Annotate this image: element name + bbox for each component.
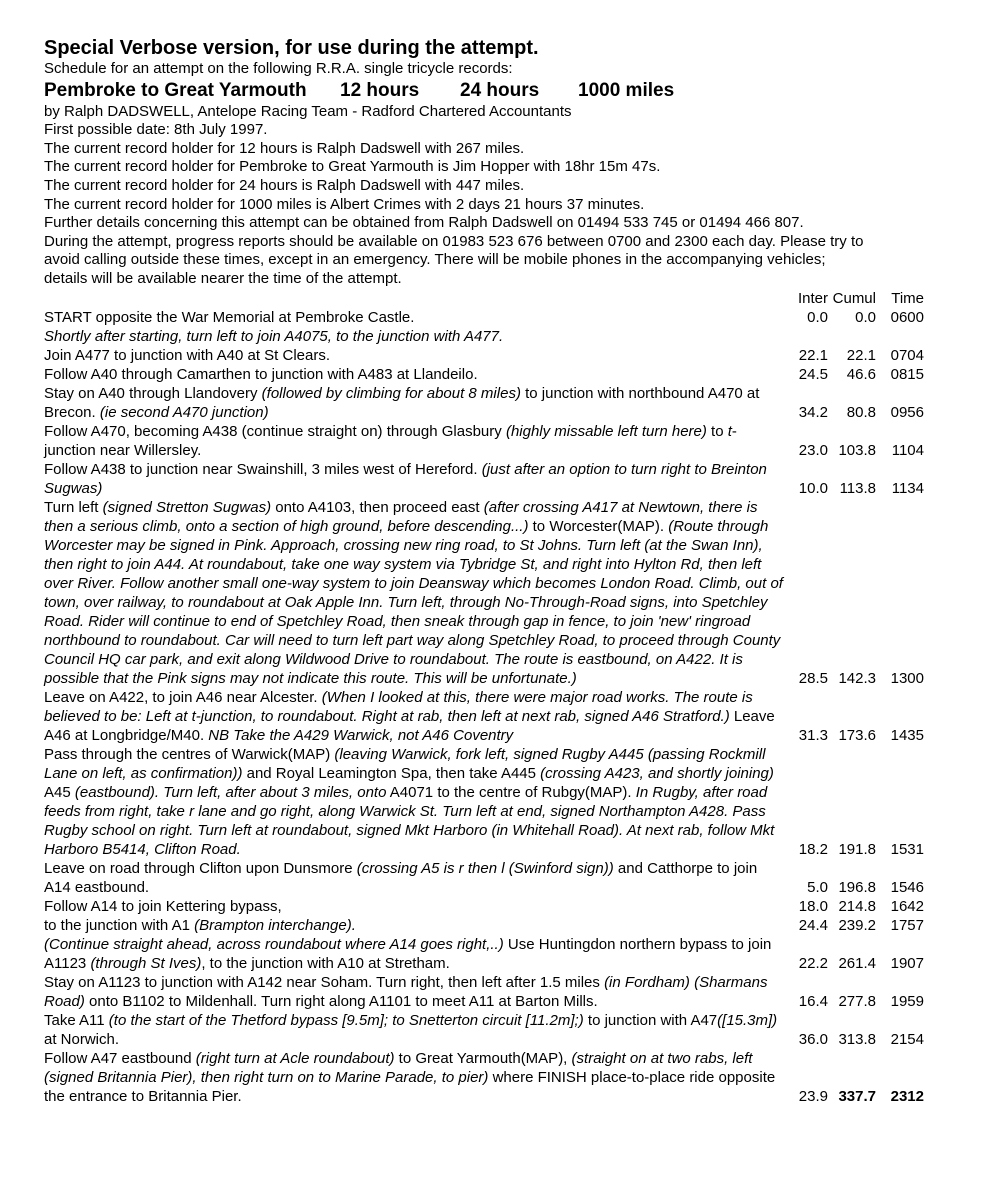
stage-directions [44, 859, 786, 897]
info-line: details will be available nearer the time of the attempt. [44, 269, 402, 287]
stage-text: to junction with A47 [583, 1011, 718, 1029]
stage-directions [44, 422, 786, 460]
route-stage-row [44, 859, 964, 897]
stage-time: 1435 [890, 726, 924, 744]
info-line: First possible date: 8th July 1997. [44, 121, 268, 139]
stage-inter-miles: 10.0 [798, 479, 828, 497]
stage-directions [44, 384, 786, 422]
route-stage-row [44, 916, 964, 935]
stage-text: to junction with northbound A470 at Brecon. [44, 384, 760, 421]
stage-text: Stay on A40 through Llandovery [44, 384, 262, 402]
stage-inter-miles: 28.5 [798, 669, 828, 687]
stage-text: Follow A47 eastbound [44, 1049, 196, 1067]
stage-inter-miles: 18.2 [798, 840, 828, 858]
stage-text: A45 [44, 783, 75, 801]
route-stage-row [44, 1011, 964, 1049]
record-route: Pembroke to Great Yarmouth [44, 79, 307, 101]
intro-line: Schedule for an attempt on the following R.R.A. single tricycle records: [44, 60, 513, 77]
stage-directions [44, 498, 786, 688]
stage-text: , to the junction with A10 at Stretham. [201, 954, 450, 972]
route-stage-row [44, 1049, 964, 1106]
stage-inter-miles: 34.2 [798, 403, 828, 421]
stage-text: START opposite the War Memorial at Pembroke Castle. [44, 308, 415, 326]
stage-note-italic: NB Take the A429 Warwick, not A46 Coventry [208, 726, 514, 744]
route-stage-row [44, 688, 964, 745]
stage-inter-miles: 23.9 [798, 1087, 828, 1105]
stage-text: Stay on A1123 to junction with A142 near Soham. Turn right, then left after 1.5 miles [44, 973, 605, 991]
info-line: The current record holder for 1000 miles is Albert Crimes with 2 days 21 hours 37 minutes. [44, 195, 645, 213]
record-1000mi: 1000 miles [578, 79, 675, 101]
stage-directions [44, 745, 786, 859]
stage-time: 0956 [890, 403, 924, 421]
stage-note-italic: (leaving Warwick, fork left, signed Rugby A445 (passing Rockmill Lane on left, as confirmation)) [44, 745, 766, 782]
info-line: Further details concerning this attempt can be obtained from Ralph Dadswell on 01494 533 745 or 01494 466 807. [44, 214, 804, 232]
info-line: During the attempt, progress reports should be available on 01983 523 676 between 0700 and 2300 each day. Please try to [44, 232, 864, 250]
stage-cumul-miles: 239.2 [838, 916, 876, 934]
column-header-inter: Inter [797, 289, 828, 307]
stage-time: 1546 [890, 878, 924, 896]
stage-note-italic: (just after an option to turn right to Breinton Sugwas) [44, 460, 767, 497]
stage-note-italic: (to the start of the Thetford bypass [9.5m]; to Snetterton circuit [11.2m];) [108, 1011, 584, 1029]
route-stage-row [44, 422, 964, 460]
info-line: The current record holder for 24 hours is Ralph Dadswell with 447 miles. [44, 176, 525, 194]
stage-text: Follow A40 through Camarthen to junction with A483 at Llandeilo. [44, 365, 478, 383]
stage-directions [44, 327, 786, 346]
stage-time: 1300 [890, 669, 924, 687]
stage-directions [44, 973, 786, 1011]
stage-text: Leave A46 at Longbridge/M40. [44, 707, 775, 744]
stage-inter-miles: 5.0 [807, 878, 828, 896]
stage-cumul-miles: 191.8 [838, 840, 876, 858]
stage-text: Use Huntingdon northern bypass to join A1123 [44, 935, 772, 972]
stage-inter-miles: 24.4 [798, 916, 828, 934]
document-title: Special Verbose version, for use during the attempt. [44, 37, 539, 59]
stage-note-italic: (right turn at Acle roundabout) [195, 1049, 395, 1067]
stage-time: 0815 [890, 365, 924, 383]
stage-inter-miles: 22.1 [798, 346, 828, 364]
stage-note-italic: (Continue straight ahead, across roundabout where A14 goes right,..) [44, 935, 504, 953]
stage-text: Follow A438 to junction near Swainshill, 3 miles west of Hereford. [44, 460, 482, 478]
stage-text: at Norwich. [44, 1030, 120, 1048]
stage-cumul-miles: 80.8 [846, 403, 876, 421]
column-header-time: Time [891, 289, 924, 307]
stage-time: 1531 [890, 840, 924, 858]
column-headers [44, 289, 964, 308]
stage-text: and Royal Leamington Spa, then take A445 [242, 764, 541, 782]
stage-note-italic: (after crossing A417 at Newtown, there is then a serious climb, onto a section of high ground, before descending...) [44, 498, 758, 535]
stage-note-italic: (crossing A5 is r then l (Swinford sign)) [356, 859, 614, 877]
stage-note-italic: In Rugby, after road feeds from right, take r lane and go right, along Warwick St. Turn left at end, signed Northampton A428. Pass Rugby school on right. Turn left at roundabout, signed Mkt Harboro (in Whitehall Road). At next rab, follow Mkt Harboro B5414, Clifton Road. [44, 783, 775, 858]
stage-directions [44, 460, 786, 498]
info-line: by Ralph DADSWELL, Antelope Racing Team - Radford Chartered Accountants [44, 102, 572, 120]
stage-text: Follow A470, becoming A438 (continue straight on) through Glasbury [44, 422, 506, 440]
stage-note-italic: (in Fordham) (Sharmans Road) [44, 973, 768, 1010]
stage-text: Join A477 to junction with A40 at St Clears. [44, 346, 331, 364]
stage-note-italic: (ie second A470 junction) [99, 403, 269, 421]
stage-cumul-miles: 0.0 [855, 308, 876, 326]
stage-note-italic: (Route through Worcester may be signed in Pink. Approach, crossing new ring road, to St Johns. Turn left (at the Swan Inn), then right to join A44. At roundabout, take one way system via Tybridge St, and right into Hylton Rd, then left over River. Follow another small one-way system to join Deansway which becomes London Road. Climb, out of town, over railway, to roundabout at Oak Apple Inn. Turn left, through No-Through-Road signs, into Spetchley Road. Rider will continue to end of Spetchley Road, then sneak through gap in fence, to join 'new' ringroad northbound to roundabout. Car will need to turn left part way along Spetchley Road, to proceed through County Council HQ car park, and exit along Wildwood Drive to roundabout. The route is eastbound, on A422. It is possible that the Pink signs may not indicate this route. This will be unfortunate.) [44, 517, 783, 687]
stage-note-italic: (When I looked at this, there were major road works. The route is believed to be: Left at t-junction, to roundabout. Right at rab, then left at next rab, signed A46 Stratford.) [44, 688, 753, 725]
stage-time: 1134 [891, 479, 924, 497]
stage-note-italic: (through St Ives) [90, 954, 202, 972]
stage-cumul-miles: 313.8 [838, 1030, 876, 1048]
stage-directions [44, 897, 786, 916]
stage-inter-miles: 31.3 [798, 726, 828, 744]
stage-text: to [706, 422, 728, 440]
stage-cumul-miles: 337.7 [838, 1087, 876, 1105]
route-stage-row [44, 460, 964, 498]
route-stage-row [44, 327, 964, 346]
stage-directions [44, 365, 786, 384]
stage-note-italic: (eastbound). [74, 783, 160, 801]
route-stage-row [44, 498, 964, 688]
stage-time: 1959 [890, 992, 924, 1010]
stage-time: 1907 [890, 954, 924, 972]
stage-text: where FINISH place-to-place ride opposite the entrance to Britannia Pier. [44, 1068, 776, 1105]
route-stage-row [44, 745, 964, 859]
route-stage-row [44, 973, 964, 1011]
stage-time: 0704 [890, 346, 924, 364]
stage-note-italic: Shortly after starting, turn left to join A4075, to the junction with A477. [44, 327, 504, 345]
stage-inter-miles: 23.0 [798, 441, 828, 459]
stage-inter-miles: 18.0 [798, 897, 828, 915]
stage-note-italic: t [727, 422, 732, 440]
stage-text: and Catthorpe to join A14 eastbound. [44, 859, 758, 896]
stage-time: 1642 [890, 897, 924, 915]
record-24h: 24 hours [460, 79, 540, 101]
stage-cumul-miles: 46.6 [846, 365, 876, 383]
stage-cumul-miles: 196.8 [838, 878, 876, 896]
stage-note-italic: (followed by climbing for about 8 miles) [261, 384, 521, 402]
stage-note-italic: (Brampton interchange). [194, 916, 356, 934]
stage-directions [44, 346, 786, 365]
route-stage-row [44, 935, 964, 973]
stage-inter-miles: 0.0 [807, 308, 828, 326]
stage-time: 0600 [890, 308, 924, 326]
stage-inter-miles: 24.5 [798, 365, 828, 383]
stage-cumul-miles: 173.6 [838, 726, 876, 744]
stage-text: -junction near Willersley. [44, 422, 737, 459]
route-stage-row [44, 346, 964, 365]
stage-text: Turn left [44, 498, 103, 516]
info-line: The current record holder for Pembroke to Great Yarmouth is Jim Hopper with 18hr 15m 47s. [44, 158, 661, 176]
stage-time: 2154 [890, 1030, 924, 1048]
stage-inter-miles: 36.0 [798, 1030, 828, 1048]
stage-inter-miles: 22.2 [798, 954, 828, 972]
stage-text: Pass through the centres of Warwick(MAP) [44, 745, 335, 763]
stage-cumul-miles: 142.3 [838, 669, 876, 687]
stage-time: 2312 [890, 1087, 924, 1105]
stage-note-italic: (signed Stretton Sugwas) [102, 498, 272, 516]
stage-note-italic: (straight on at two rabs, left (signed Britannia Pier), then right turn on to Marine Parade, to pier) [44, 1049, 753, 1086]
column-header-cumul: Cumul [832, 289, 876, 307]
route-stage-row [44, 365, 964, 384]
route-stage-row [44, 308, 964, 327]
stage-directions [44, 1049, 786, 1106]
stage-text: to Worcester(MAP). [528, 517, 669, 535]
stage-cumul-miles: 277.8 [838, 992, 876, 1010]
stage-text: onto A4103, then proceed east [271, 498, 484, 516]
stage-text: Leave on A422, to join A46 near Alcester. [44, 688, 322, 706]
stage-time: 1104 [891, 441, 924, 459]
stage-cumul-miles: 113.8 [839, 479, 876, 497]
stage-text: to Great Yarmouth(MAP), [394, 1049, 572, 1067]
route-stage-row [44, 897, 964, 916]
info-line: avoid calling outside these times, except in an emergency. There will be mobile phones in the accompanying vehicles; [44, 251, 826, 269]
stage-directions [44, 916, 786, 935]
stage-text: A4071 to the centre of Rubgy(MAP). [386, 783, 636, 801]
stage-cumul-miles: 22.1 [846, 346, 876, 364]
stage-cumul-miles: 261.4 [838, 954, 876, 972]
stage-note-italic: ([15.3m]) [717, 1011, 778, 1029]
record-12h: 12 hours [340, 79, 420, 101]
schedule-document [44, 36, 964, 1106]
stage-text: to the junction with A1 [44, 916, 195, 934]
stage-note-italic: (crossing A423, and shortly joining) [540, 764, 774, 782]
stage-directions [44, 688, 786, 745]
stage-cumul-miles: 103.8 [838, 441, 876, 459]
info-line: The current record holder for 12 hours is Ralph Dadswell with 267 miles. [44, 139, 525, 157]
route-table [44, 289, 964, 1106]
stage-time: 1757 [890, 916, 924, 934]
info-block [44, 103, 964, 289]
stage-note-italic: Turn left, after about 3 miles, onto [163, 783, 387, 801]
stage-cumul-miles: 214.8 [838, 897, 876, 915]
stage-note-italic: (highly missable left turn here) [505, 422, 707, 440]
stage-text: Leave on road through Clifton upon Dunsmore [44, 859, 357, 877]
stage-text: Follow A14 to join Kettering bypass, [44, 897, 282, 915]
records-heading [44, 79, 964, 103]
stage-text: Take A11 [44, 1011, 109, 1029]
stage-directions [44, 308, 786, 327]
route-stage-row [44, 384, 964, 422]
stage-directions [44, 1011, 786, 1049]
stage-directions [44, 935, 786, 973]
stage-inter-miles: 16.4 [798, 992, 828, 1010]
stage-text: onto B1102 to Mildenhall. Turn right along A1101 to meet A11 at Barton Mills. [84, 992, 598, 1010]
